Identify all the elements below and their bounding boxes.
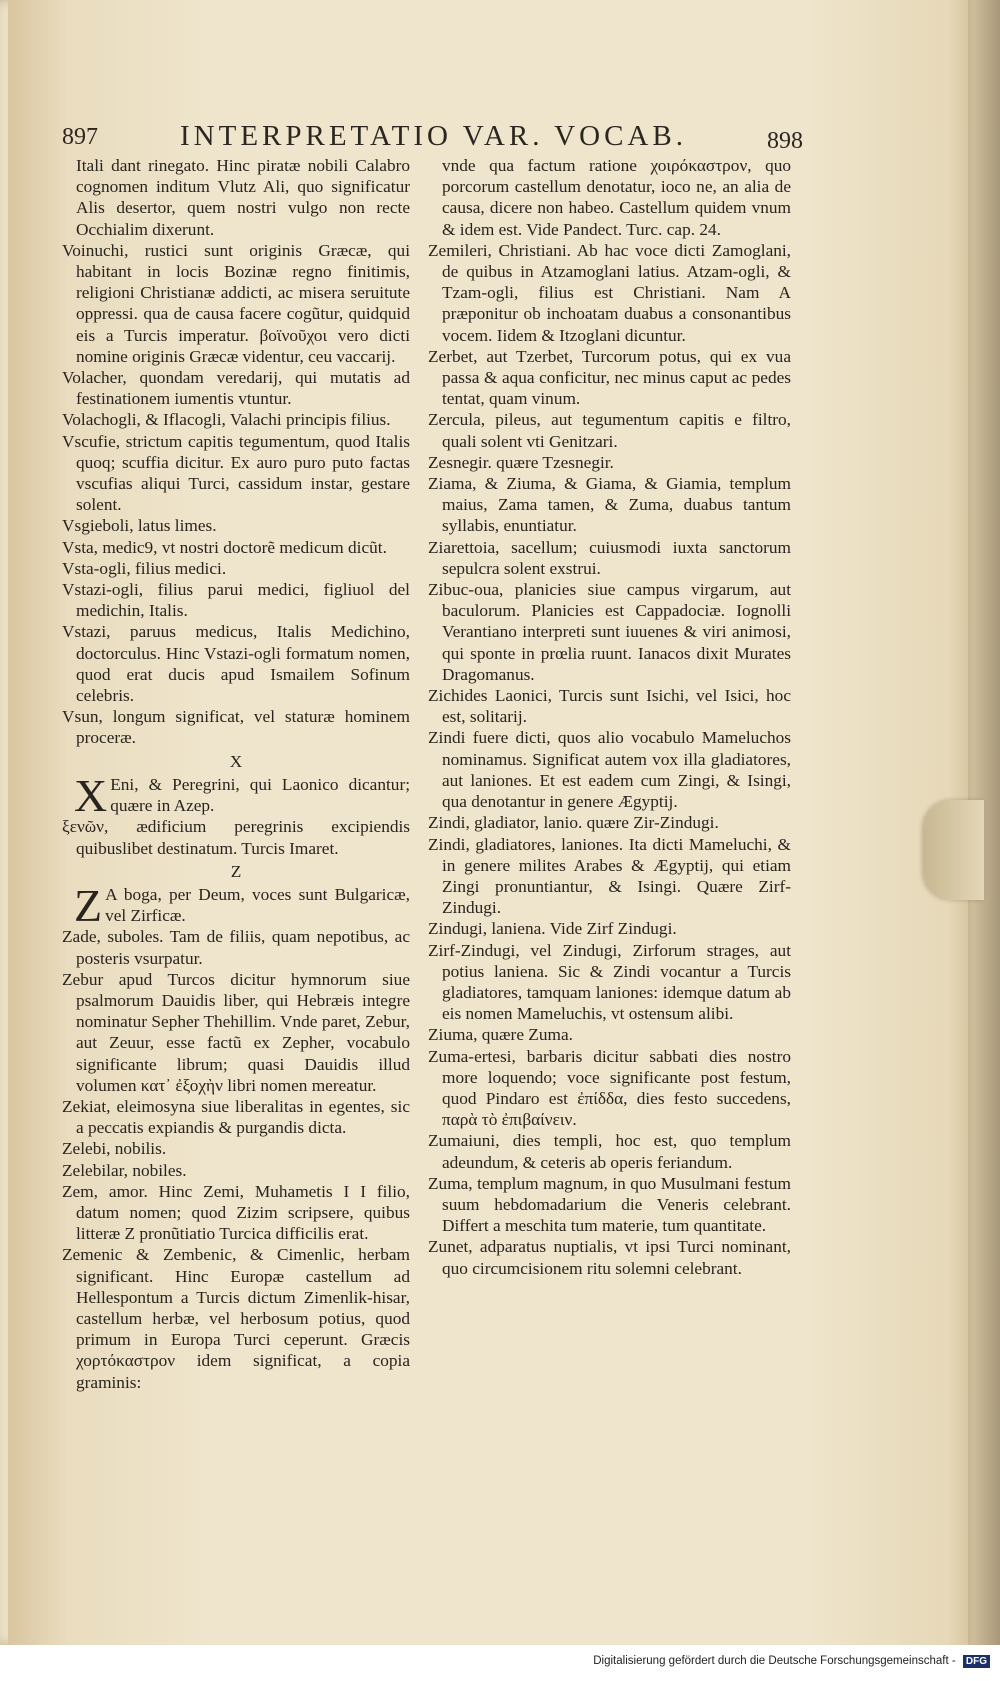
entry: Zumaiuni, dies templi, hoc est, quo templum adeundum, & ceteris ab operis feriandum. [428, 1131, 791, 1172]
entry: Zemenic & Zembenic, & Cimenlic, herbam significant. Hinc Europæ castellum ad Hellespontum a Turcis dictum Zimenlik-hisar, castellum herbæ, vel herbosum potius, quod primum in Europa Turci ceperunt. Græcis χορτόκαστρον idem significat, a copia graminis: [62, 1245, 410, 1392]
page-number-right: 898 [767, 128, 803, 154]
entry: Zindi, gladiatores, laniones. Ita dicti Mameluchi, & in genere milites Arabes & Ægyptij, qui etiam Zingi pronuntiantur, & Isingi. Quære Zirf-Zindugi. [428, 834, 791, 918]
entry: Zindugi, laniena. Vide Zirf Zindugi. [428, 919, 677, 939]
entry: Volachogli, & Iflacogli, Valachi principis filius. [62, 410, 391, 430]
entry: Itali dant rinegato. Hinc piratæ nobili Calabro cognomen inditum Vlutz Ali, quo significatur Alis desertor, quem nostri vulgo non recte Occhialim dixerunt. [76, 156, 410, 239]
entry: Vsta, medic9, vt nostri doctorẽ medicum dicũt. [62, 537, 387, 557]
digitization-credit [560, 1655, 990, 1675]
right-column [428, 155, 791, 1279]
entry: Ziama, & Ziuma, & Giama, & Giamia, templum maius, Zama tamen, & Zuma, duabus tantum syllabis, enuntiatur. [428, 474, 791, 536]
entry-with-initial [62, 769, 410, 821]
entry: Vsta-ogli, filius medici. [62, 558, 227, 578]
entry: Vscufie, strictum capitis tegumentum, quod Italis quoq; scuffia dicitur. Ex auro puro puto factas vscufias aliqui Turci, cassidum instar, gestare solent. [62, 431, 410, 515]
entry: Zuma-ertesi, barbaris dicitur sabbati dies nostro more loquendo; voce significante post festum, quod Pindaro est ἐπίδδα, dies festo succedens, παρὰ τὸ ἐπιβαίνειν. [428, 1046, 791, 1130]
drop-cap-z: Z [74, 879, 103, 931]
entry: Zunet, adparatus nuptialis, vt ipsi Turci nominant, quo circumcisionem ritu solemni celebrant. [428, 1237, 791, 1278]
entry: Zelebi, nobilis. [62, 1139, 167, 1159]
entry: Zichides Laonici, Turcis sunt Isichi, vel Isici, hoc est, solitarij. [428, 686, 791, 727]
entry: Zindi, gladiator, lanio. quære Zir-Zindugi. [428, 813, 719, 833]
entry: Zesnegir. quære Tzesnegir. [428, 452, 614, 472]
drop-cap-x: X [74, 769, 108, 821]
entry: Zekiat, eleimosyna siue liberalitas in egentes, sic a peccatis expiandis & purgandis dicta. [62, 1096, 410, 1138]
entry-text: Eni, & Peregrini, qui Laonico dicantur; quære in Azep. [110, 774, 410, 816]
running-title: INTERPRETATIO VAR. VOCAB. [180, 120, 687, 152]
entry: Volacher, quondam veredarij, qui mutatis ad festinationem iumentis vtuntur. [62, 368, 410, 409]
entry: Zindi fuere dicti, quos alio vocabulo Mameluchos nominamus. Significat autem vox illa gladiatores, aut laniones. Et est eadem cum Zingi, & Isingi, qua denotantur in genere Ægyptij. [428, 728, 791, 812]
entry: vnde qua factum ratione χοιρόκαστρον, quo porcorum castellum denotatur, ioco ne, an alia de causa, dicere non habeo. Castellum quidem vnum & idem est. Vide Pandect. Turc. cap. 24. [442, 156, 791, 239]
entry: Vsun, longum significat, vel staturæ hominem proceræ. [62, 707, 410, 748]
running-header [62, 118, 802, 160]
credit-text: Digitalisierung gefördert durch die Deutsche Forschungsgemeinschaft - [593, 1655, 956, 1667]
page-number-left: 897 [62, 124, 98, 150]
entry: Zuma, templum magnum, in quo Musulmani festum suum hebdomadarium die Veneris celebrant. Differt a meschita tum materie, tum quantitate. [428, 1173, 791, 1236]
entry: Zerbet, aut Tzerbet, Turcorum potus, qui ex vua passa & aqua conficitur, nec minus caput ac pedes tentat, quam vinum. [428, 346, 791, 409]
entry-with-initial [62, 879, 410, 931]
entry: Zercula, pileus, aut tegumentum capitis e filtro, quali solent vti Genitzari. [428, 410, 791, 451]
section-letter-x: X [229, 751, 243, 771]
left-column [62, 155, 410, 1393]
entry: Zebur apud Turcos dicitur hymnorum siue psalmorum Dauidis liber, qui Hebræis integre nominatur Sepher Thehillim. Vnde paret, Zebur, aut Zeuur, esse factũ ex Zepher, vocabulo significante librum; quasi Dauidis illud volumen κατ᾽ ἐξοχὴν libri nomen mereatur. [62, 969, 410, 1095]
entry: Vstazi, paruus medicus, Italis Medichino, doctorculus. Hinc Vstazi-ogli formatum nomen, quod erat ducis apud Ismailem Sofinum celebris. [62, 622, 410, 706]
entry: Zade, suboles. Tam de filiis, quam nepotibus, ac posteris vsurpatur. [62, 927, 410, 968]
dfg-logo: DFG [963, 1655, 990, 1668]
entry: Ziarettoia, sacellum; cuiusmodi iuxta sanctorum sepulcra solent exstrui. [428, 537, 791, 578]
entry: Zirf-Zindugi, vel Zindugi, Zirforum strages, aut potius laniena. Sic & Zindi vocantur a Turcis gladiatores, tamquam laniones: idemque datum ab eis nomen Mameluchis, vt ostensum alibi. [428, 940, 791, 1024]
entry: Voinuchi, rustici sunt originis Græcæ, qui habitant in locis Bozinæ regno finitimis, religioni Christianæ addicti, ac misera seruitute oppressi. qua de causa facere cogũtur, quidquid eis a Turcis imperatur. βοϊνοῦχοι vero dicti nomine originis Græcæ videntur, ceu vaccarij. [62, 240, 410, 366]
section-letter-z: Z [230, 861, 242, 881]
entry: Zibuc-oua, planicies siue campus virgarum, aut baculorum. Planicies est Cappadociæ. Iognolli Verantiano interpreti sunt iuuenes & viri animosi, qui sponte in prœlia ruunt. Ianacos dixit Murates Dragomanus. [428, 580, 791, 684]
entry: ξενῶν, ædificium peregrinis excipiendis quibuslibet destinatum. Turcis Imaret. [62, 817, 410, 858]
entry: Ziuma, quære Zuma. [428, 1025, 573, 1045]
entry: Vsgieboli, latus limes. [62, 516, 217, 536]
entry: Zemileri, Christiani. Ab hac voce dicti Zamoglani, de quibus in Atzamoglani latius. Atzam-ogli, & Tzam-ogli, filius est Christiani. Nam A præponitur ob inchoatam duabus a consonantibus vocem. Iidem & Itzoglani dicuntur. [428, 240, 791, 345]
page-tab [924, 800, 984, 900]
entry: Zelebilar, nobiles. [62, 1160, 187, 1180]
entry: Vstazi-ogli, filius parui medici, figliuol del medichin, Italis. [62, 580, 410, 621]
entry-text: A boga, per Deum, voces sunt Bulgaricæ, vel Zirficæ. [105, 884, 410, 926]
entry: Zem, amor. Hinc Zemi, Muhametis I I filio, datum nomen; quod Zizim scripsere, quibus litteræ Z pronũtiatio Turcica difficilis erat. [62, 1181, 410, 1244]
